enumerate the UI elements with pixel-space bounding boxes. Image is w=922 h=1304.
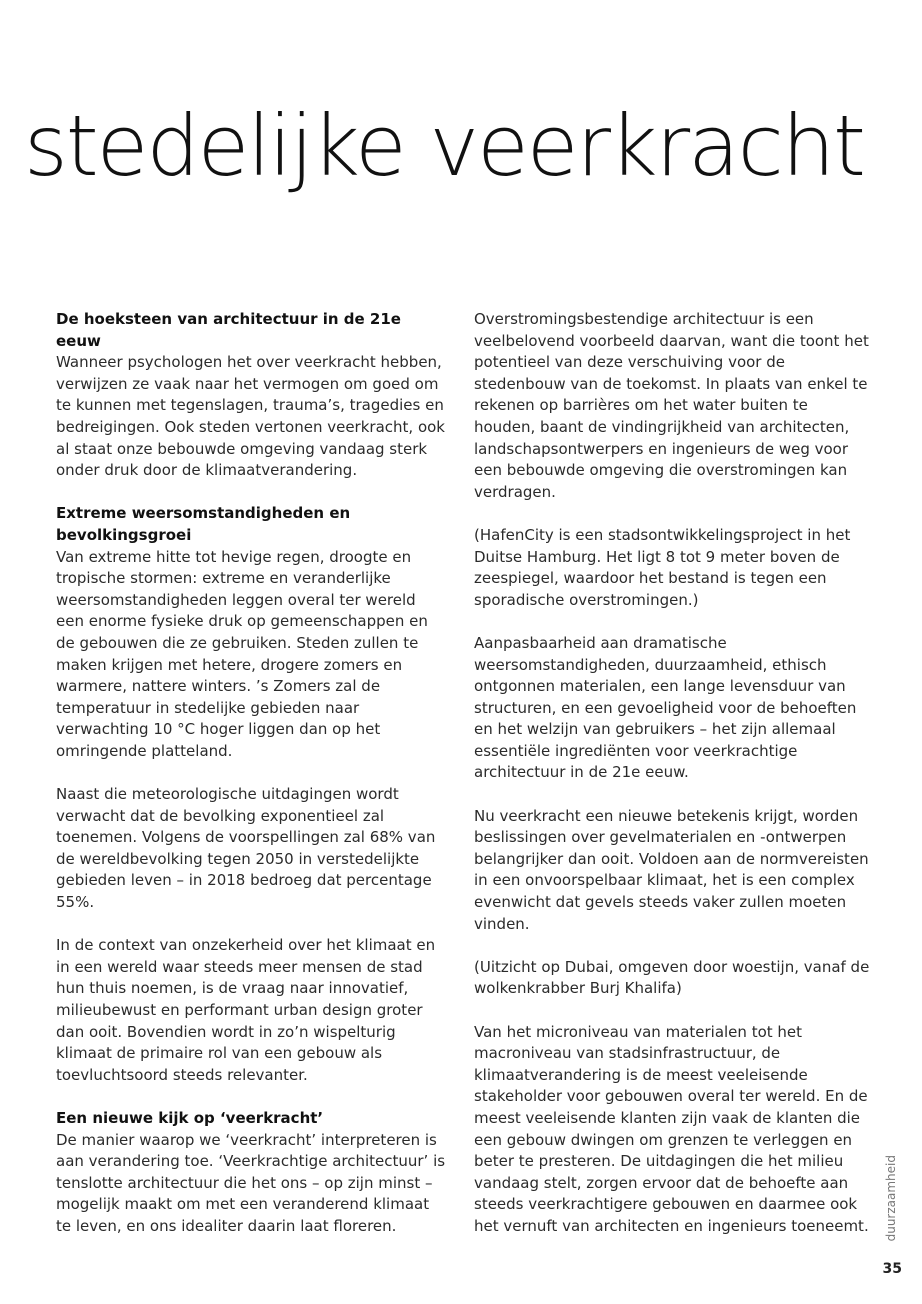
paragraph: Van het microniveau van materialen tot het macroniveau van stadsinfrastructuur, de klimaatverandering is de meest veeleisende stakeholder voor gebouwen overal ter wereld. En de meest veeleisende klanten zijn vaak de klanten die een gebouw dwingen om grenzen te verleggen en beter te presteren. De uitdagingen die het milieu vandaag stelt, zorgen ervoor dat de behoefte aan steeds veerkrachtigere gebouwen en daarmee ook het vernuft van architecten en ingenieurs toeneemt.: [474, 1022, 869, 1235]
section-heading-nieuwe-kijk: Een nieuwe kijk op ‘veerkracht’: [56, 1108, 324, 1127]
left-column: [56, 309, 448, 1259]
paragraph: Aanpasbaarheid aan dramatische weersomstandigheden, duurzaamheid, ethisch ontgonnen materialen, een lange levensduur van structuren, en een gevoeligheid voor de behoeften en het welzijn van gebruikers – het zijn allemaal essentiële ingrediënten voor veerkrachtige architectuur in de 21e eeuw.: [474, 633, 857, 782]
paragraph: Overstromingsbestendige architectuur is een veelbelovend voorbeeld daarvan, want die toont het potentieel van deze verschuiving voor de stedenbouw van de toekomst. In plaats van enkel te rekenen op barrières om het water buiten te houden, baant de vindingrijkheid van architecten, landschapsontwerpers en ingenieurs de weg voor een bebouwde omgeving die overstromingen kan verdragen.: [474, 310, 869, 501]
section-heading-hoeksteen: De hoeksteen van architectuur in de 21e eeuw: [56, 310, 401, 350]
paragraph: Naast die meteorologische uitdagingen wordt verwacht dat de bevolking exponentieel zal toenemen. Volgens de voorspellingen zal 68% van de wereldbevolking tegen 2050 in verstedelijkte gebieden leven – in 2018 bedroeg dat percentage 55%.: [56, 785, 436, 912]
paragraph: Wanneer psychologen het over veerkracht hebben, verwijzen ze vaak naar het vermogen om goed om te kunnen met tegenslagen, trauma’s, tragedies en bedreigingen. Ook steden vertonen veerkracht, ook al staat onze bebouwde omgeving vandaag sterk onder druk door de klimaatverandering.: [56, 353, 445, 480]
right-column: [474, 309, 870, 1259]
image-caption: (Uitzicht op Dubai, omgeven door woestijn, vanaf de wolkenkrabber Burj Khalifa): [474, 957, 870, 998]
paragraph: In de context van onzekerheid over het klimaat en in een wereld waar steeds meer mensen de stad hun thuis noemen, is de vraag naar innovatief, milieubewust en performant urban design groter dan ooit. Bovendien wordt in zo’n wispelturig klimaat de primaire rol van een gebouw als toevluchtsoord steeds relevanter.: [56, 936, 436, 1084]
section-label: duurzaamheid: [884, 1155, 898, 1242]
page-title: stedelijke veerkracht: [23, 97, 864, 196]
page-number: 35: [882, 1261, 902, 1277]
paragraph: Nu veerkracht een nieuwe betekenis krijgt, worden beslissingen over gevelmaterialen en -ontwerpen belangrijker dan ooit. Voldoen aan de normvereisten in een onvoorspelbaar klimaat, het is een complex evenwicht dat gevels steeds vaker zullen moeten vinden.: [474, 806, 869, 933]
section-heading-weersomstandigheden: Extreme weersomstandigheden en bevolkingsgroei: [56, 504, 351, 544]
image-caption: (HafenCity is een stadsontwikkelingsproject in het Duitse Hamburg. Het ligt 8 tot 9 meter boven de zeespiegel, waardoor het bestand is tegen een sporadische overstromingen.): [474, 525, 851, 609]
paragraph: Van extreme hitte tot hevige regen, droogte en tropische stormen: extreme en veranderlijke weersomstandigheden leggen overal ter wereld een enorme fysieke druk op gemeenschappen en de gebouwen die ze gebruiken. Steden zullen te maken krijgen met hetere, drogere zomers en warmere, nattere winters. ’s Zomers zal de temperatuur in stedelijke gebieden naar verwachting 10 °C hoger liggen dan op het omringende platteland.: [56, 547, 428, 760]
paragraph: De manier waarop we ‘veerkracht’ interpreteren is aan verandering toe. ‘Veerkrachtige architectuur’ is tenslotte architectuur die het ons – op zijn minst – mogelijk maakt om met een veranderend klimaat te leven, en ons idealiter daarin laat floreren.: [56, 1130, 446, 1235]
